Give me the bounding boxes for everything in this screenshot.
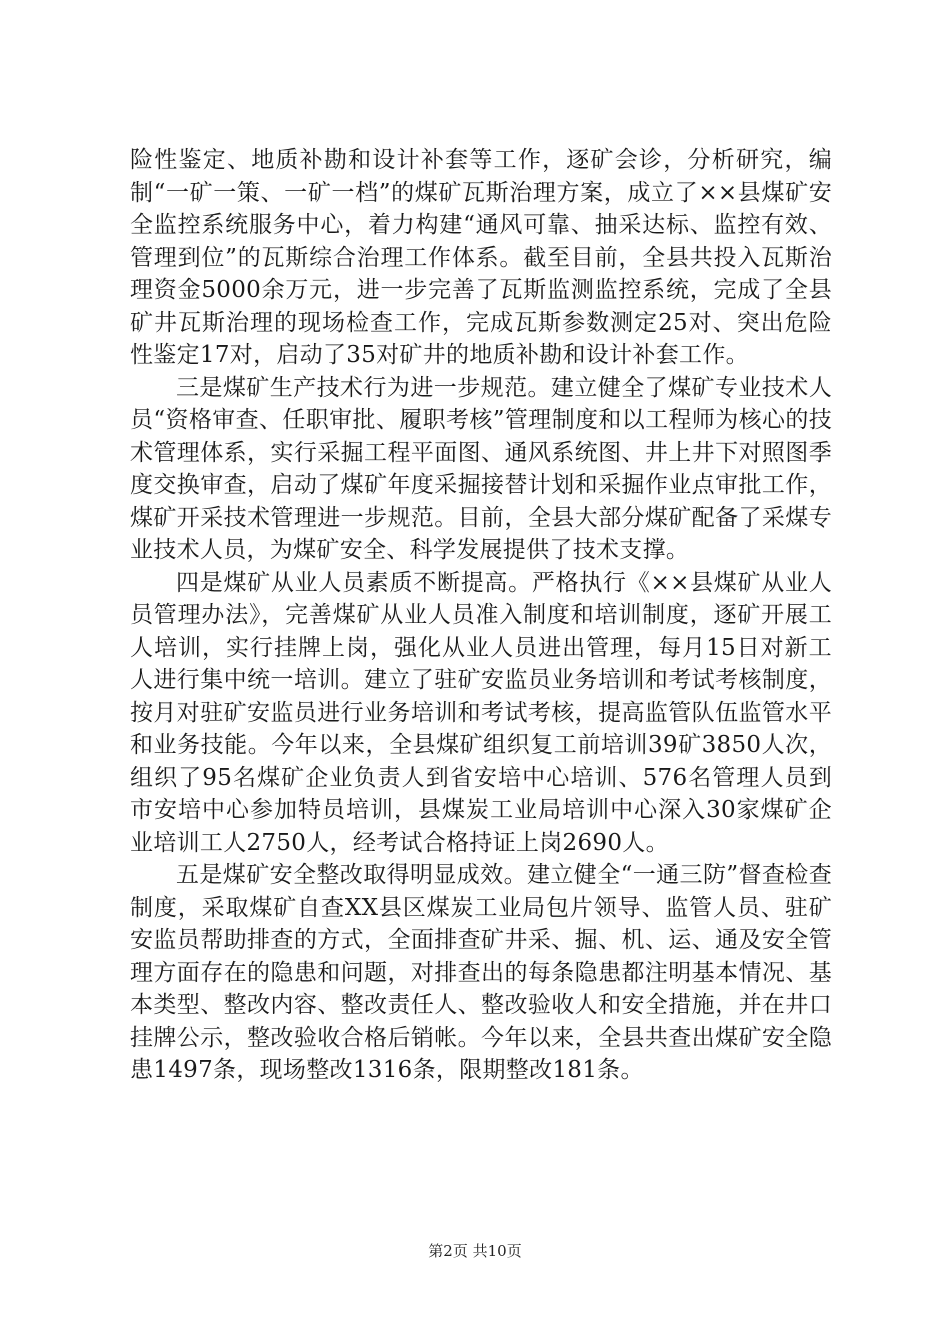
document-body bbox=[130, 144, 832, 1087]
paragraph-continued: 险性鉴定、地质补勘和设计补套等工作，逐矿会诊，分析研究，编制“一矿一策、一矿一档”的煤矿瓦斯治理方案，成立了××县煤矿安全监控系统服务中心，着力构建“通风可靠、抽采达标、监控有效、管理到位”的瓦斯综合治理工作体系。截至目前，全县共投入瓦斯治理资金5000余万元，进一步完善了瓦斯监测监控系统，完成了全县矿井瓦斯治理的现场检查工作，完成瓦斯参数测定25对、突出危险性鉴定17对，启动了35对矿井的地质补勘和设计补套工作。 bbox=[130, 147, 832, 368]
page-footer: 第2页 共10页 bbox=[428, 1242, 522, 1260]
paragraph-three: 三是煤矿生产技术行为进一步规范。建立健全了煤矿专业技术人员“资格审查、任职审批、履职考核”管理制度和以工程师为核心的技术管理体系，实行采掘工程平面图、通风系统图、井上井下对照图季度交换审查，启动了煤矿年度采掘接替计划和采掘作业点审批工作，煤矿开采技术管理进一步规范。目前，全县大部分煤矿配备了采煤专业技术人员，为煤矿安全、科学发展提供了技术支撑。 bbox=[130, 374, 832, 563]
paragraph-five: 五是煤矿安全整改取得明显成效。建立健全“一通三防”督查检查制度，采取煤矿自查XX县区煤炭工业局包片领导、监管人员、驻矿安监员帮助排查的方式，全面排查矿井采、掘、机、运、通及安全管理方面存在的隐患和问题，对排查出的每条隐患都注明基本情况、基本类型、整改内容、整改责任人、整改验收人和安全措施，并在井口挂牌公示，整改验收合格后销帐。今年以来，全县共查出煤矿安全隐患1497条，现场整改1316条，限期整改181条。 bbox=[130, 862, 832, 1083]
paragraph-four: 四是煤矿从业人员素质不断提高。严格执行《××县煤矿从业人员管理办法》，完善煤矿从业人员准入制度和培训制度，逐矿开展工人培训，实行挂牌上岗，强化从业人员进出管理，每月15日对新工人进行集中统一培训。建立了驻矿安监员业务培训和考试考核制度，按月对驻矿安监员进行业务培训和考试考核，提高监管队伍监管水平和业务技能。今年以来，全县煤矿组织复工前培训39矿3850人次，组织了95名煤矿企业负责人到省安培中心培训、576名管理人员到市安培中心参加特员培训，县煤炭工业局培训中心深入30家煤矿企业培训工人2750人，经考试合格持证上岗2690人。 bbox=[130, 569, 832, 856]
